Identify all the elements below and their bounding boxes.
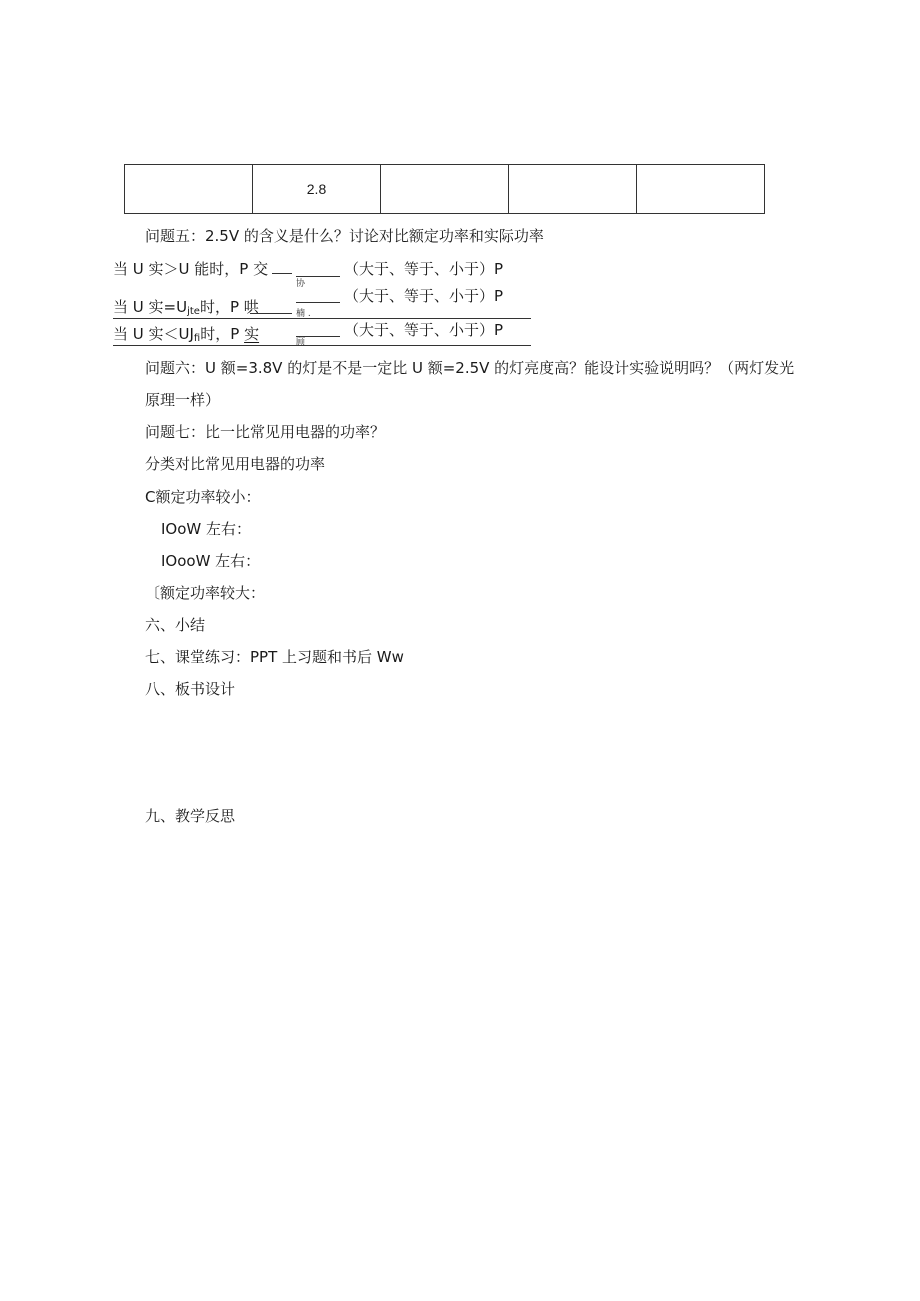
- power-item-1: IOoW 左右：: [161, 520, 252, 538]
- table-cell: [509, 165, 637, 214]
- q5-line-2-blank-a: [250, 299, 292, 314]
- q5-line-2-mid: 时，P 哄: [199, 298, 259, 316]
- q5-line-3-sub: fi: [193, 333, 201, 344]
- small-power-label: C额定功率较小：: [145, 488, 261, 506]
- q5-line-1: [113, 259, 292, 279]
- q5-line-2-sub: jte: [187, 306, 200, 317]
- divider-line: [113, 318, 531, 319]
- table-row: [125, 165, 765, 214]
- power-item-2: IOooW 左右：: [161, 552, 261, 570]
- q5-line-3-suffix: （大于、等于、小于）P: [344, 321, 504, 339]
- question-six-line-2: 原理一样）: [145, 391, 221, 409]
- q5-line-3-under: 实: [244, 325, 260, 343]
- question-six-line-1: 问题六：U 额=3.8V 的灯是不是一定比 U 额=2.5V 的灯亮度高？能设计实验说明吗？（两灯发光: [145, 359, 795, 377]
- table-cell: [637, 165, 765, 214]
- question-seven-heading: 问题七：比一比常见用电器的功率？: [145, 423, 386, 441]
- large-power-label: 〔额定功率较大：: [145, 584, 266, 602]
- section-exercise: 七、课堂练习：PPT 上习题和书后 Ww: [145, 648, 404, 666]
- q5-line-1-small: 协: [296, 279, 306, 289]
- q5-line-3-mid: 时，P: [200, 325, 245, 343]
- q5-line-1-blank-a: [272, 259, 292, 274]
- question-five-heading: 问题五：2.5V 的含义是什么？讨论对比额定功率和实际功率: [145, 227, 544, 245]
- q5-line-1-blank-b: [296, 262, 340, 277]
- q5-line-3-blank: [296, 322, 340, 337]
- q5-line-2-prefix: 当 U 实=U: [113, 298, 188, 316]
- table-cell: [125, 165, 253, 214]
- q5-line-2-blank-b: [296, 288, 340, 303]
- section-board-design: 八、板书设计: [145, 680, 236, 698]
- q5-line-1-suffix: （大于、等于、小于）P: [344, 260, 504, 278]
- table-cell: 2.8: [253, 165, 381, 214]
- data-table: [124, 164, 765, 214]
- section-summary: 六、小结: [145, 616, 206, 634]
- question-seven-sub: 分类对比常见用电器的功率: [145, 455, 326, 473]
- q5-line-2-small: 楠 .: [296, 309, 311, 319]
- section-reflection: 九、教学反思: [145, 807, 236, 825]
- q5-line-1-prefix: 当 U 实＞U 能时，P 交: [113, 260, 269, 278]
- q5-line-2-suffix: （大于、等于、小于）P: [344, 287, 504, 305]
- q5-line-3-small: 顾: [296, 338, 306, 348]
- divider-line: [113, 345, 531, 346]
- q5-line-3-prefix: 当 U 实＜UJ: [113, 325, 194, 343]
- table-cell: [381, 165, 509, 214]
